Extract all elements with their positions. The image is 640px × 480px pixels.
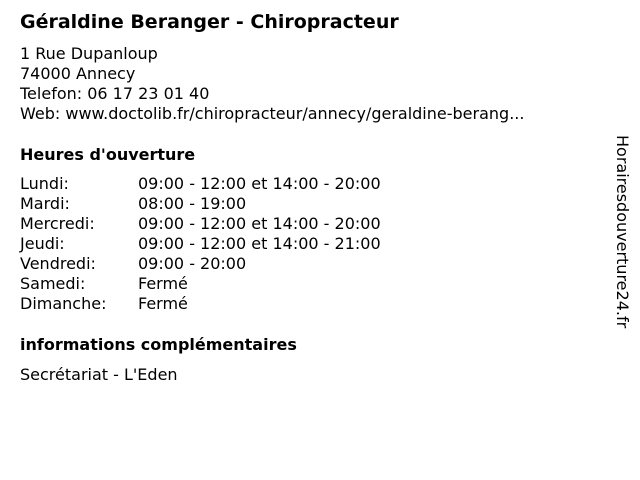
day-label: Samedi: <box>20 274 86 293</box>
time-value: Fermé <box>138 274 188 293</box>
extra-info-text: Secrétariat - L'Eden <box>20 365 178 384</box>
hours-row-sunday <box>20 294 440 314</box>
opening-hours-list <box>20 174 440 314</box>
day-label: Vendredi: <box>20 254 96 273</box>
time-value: Fermé <box>138 294 188 313</box>
hours-row-tuesday <box>20 194 440 214</box>
website-link[interactable]: Web: www.doctolib.fr/chiropracteur/annecy/geraldine-berang... <box>20 104 525 123</box>
page-title: Géraldine Beranger - Chiropracteur <box>20 11 399 33</box>
day-label: Jeudi: <box>20 234 65 253</box>
time-value: 09:00 - 12:00 et 14:00 - 21:00 <box>138 234 381 253</box>
site-watermark: Horairesdouverture24.fr <box>613 135 632 329</box>
time-value: 08:00 - 19:00 <box>138 194 247 213</box>
phone-number[interactable]: Telefon: 06 17 23 01 40 <box>20 84 210 103</box>
day-label: Dimanche: <box>20 294 107 313</box>
day-label: Mercredi: <box>20 214 95 233</box>
street-address: 1 Rue Dupanloup <box>20 44 158 63</box>
address-block <box>20 44 524 124</box>
time-value: 09:00 - 12:00 et 14:00 - 20:00 <box>138 214 381 233</box>
extra-info-heading: informations complémentaires <box>20 335 297 354</box>
hours-row-thursday <box>20 234 440 254</box>
hours-row-monday <box>20 174 440 194</box>
hours-heading: Heures d'ouverture <box>20 145 196 164</box>
city: 74000 Annecy <box>20 64 136 83</box>
time-value: 09:00 - 20:00 <box>138 254 247 273</box>
hours-row-wednesday <box>20 214 440 234</box>
time-value: 09:00 - 12:00 et 14:00 - 20:00 <box>138 174 381 193</box>
day-label: Mardi: <box>20 194 70 213</box>
hours-row-saturday <box>20 274 440 294</box>
hours-row-friday <box>20 254 440 274</box>
day-label: Lundi: <box>20 174 69 193</box>
